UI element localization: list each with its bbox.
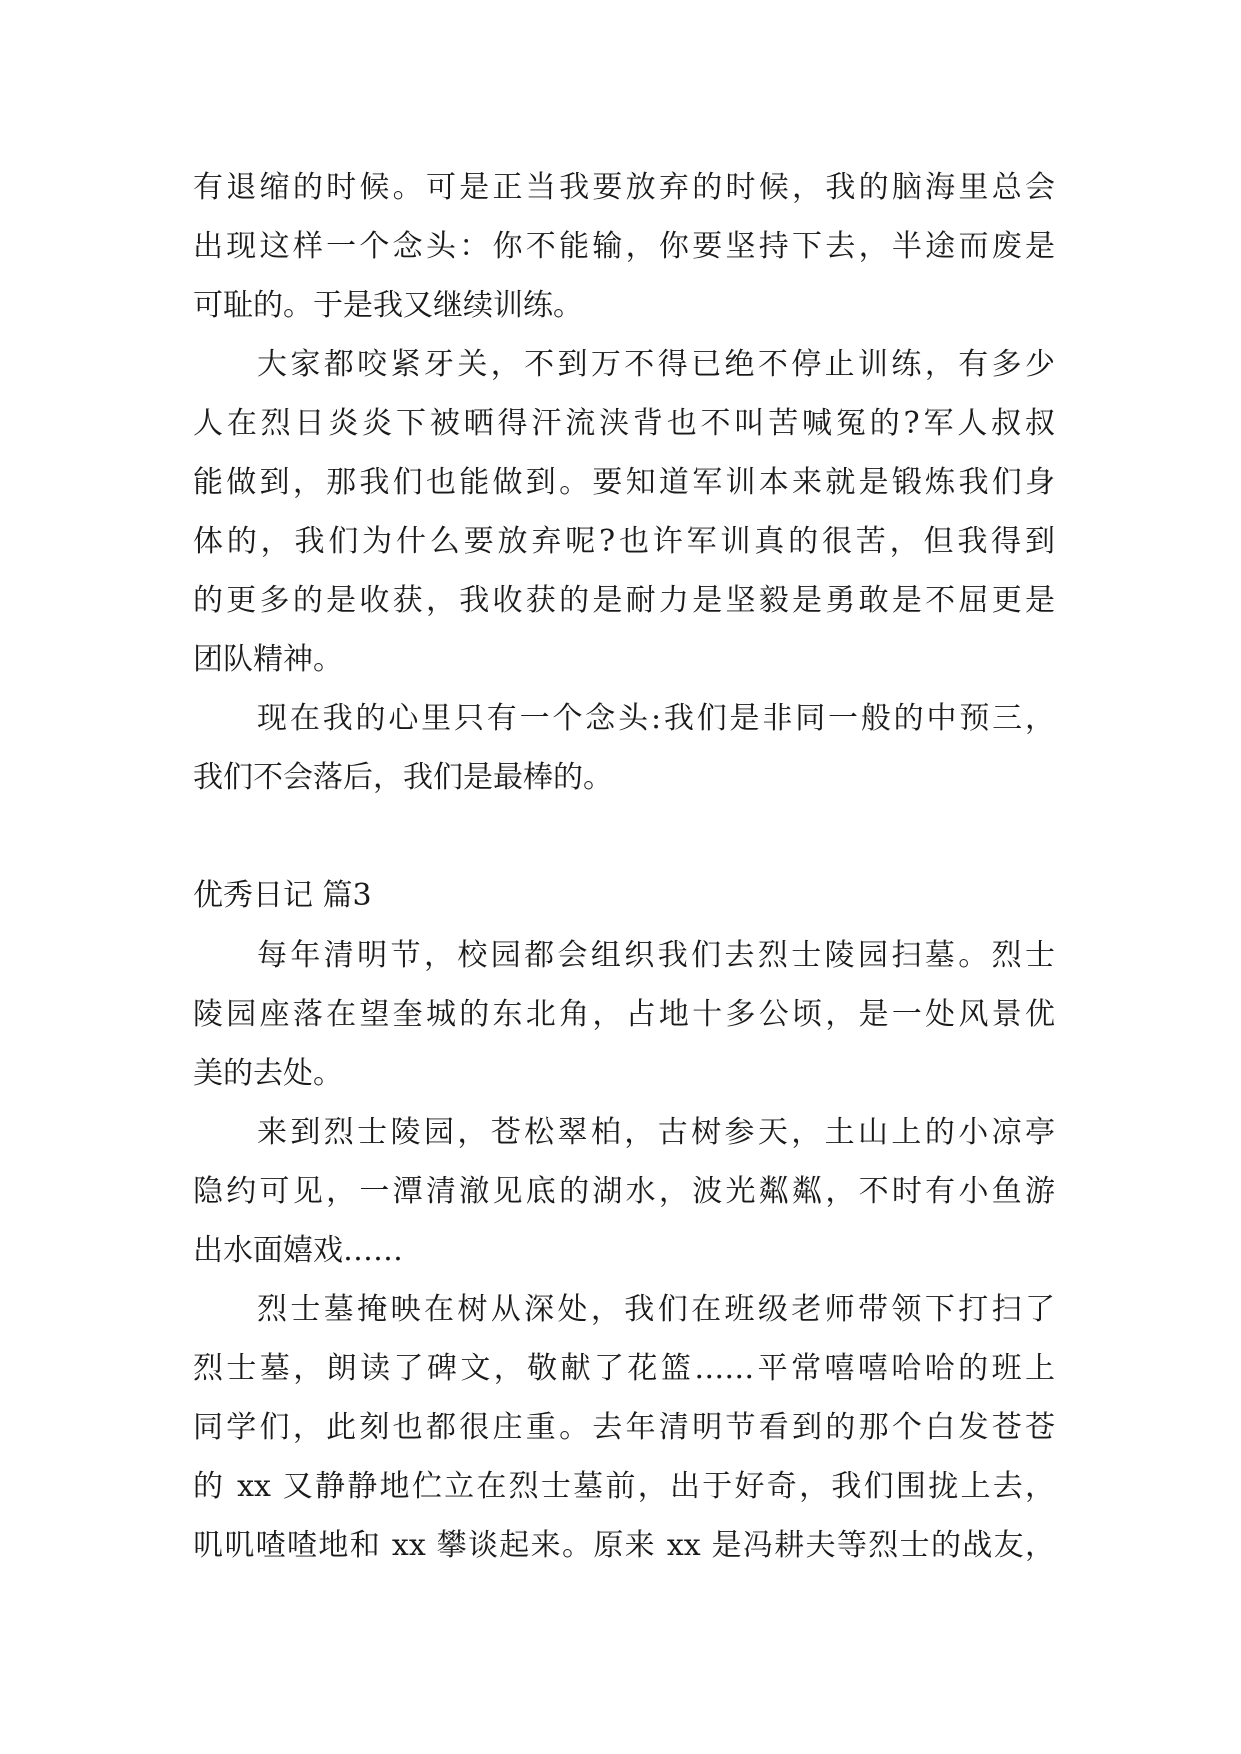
text-line: 烈士墓掩映在树从深处，我们在班级老师带领下打扫了 xyxy=(257,1292,1055,1327)
spacer xyxy=(193,807,1055,866)
text-line: 人在烈日炎炎下被晒得汗流浃背也不叫苦喊冤的?军人叔叔 xyxy=(193,406,1055,441)
section-heading: 优秀日记 篇3 xyxy=(193,878,372,913)
paragraph xyxy=(193,158,1055,335)
text-line: 陵园座落在望奎城的东北角，占地十多公顷，是一处风景优 xyxy=(193,997,1055,1032)
text-line: 我们不会落后，我们是最棒的。 xyxy=(193,760,613,795)
text-line: 的 xx 又静静地伫立在烈士墓前，出于好奇，我们围拢上去， xyxy=(193,1469,1055,1504)
paragraph xyxy=(193,335,1055,689)
text-line: 出水面嬉戏…… xyxy=(193,1233,403,1268)
text-line: 大家都咬紧牙关，不到万不得已绝不停止训练，有多少 xyxy=(257,347,1055,382)
text-line: 美的去处。 xyxy=(193,1056,343,1091)
text-line: 现在我的心里只有一个念头:我们是非同一般的中预三， xyxy=(257,701,1055,736)
text-line: 叽叽喳喳地和 xx 攀谈起来。原来 xx 是冯耕夫等烈士的战友， xyxy=(193,1528,1055,1563)
paragraph xyxy=(193,1280,1055,1575)
text-line: 可耻的。于是我又继续训练。 xyxy=(193,288,583,323)
text-line: 出现这样一个念头：你不能输，你要坚持下去，半途而废是 xyxy=(193,229,1055,264)
text-line: 烈士墓，朗读了碑文，敬献了花篮……平常嘻嘻哈哈的班上 xyxy=(193,1351,1055,1386)
text-line: 同学们，此刻也都很庄重。去年清明节看到的那个白发苍苍 xyxy=(193,1410,1055,1445)
paragraph xyxy=(193,1103,1055,1280)
text-line: 体的，我们为什么要放弃呢?也许军训真的很苦，但我得到 xyxy=(193,524,1055,559)
text-line: 能做到，那我们也能做到。要知道军训本来就是锻炼我们身 xyxy=(193,465,1055,500)
document-page xyxy=(193,158,1055,1575)
text-line: 隐约可见，一潭清澈见底的湖水，波光粼粼，不时有小鱼游 xyxy=(193,1174,1055,1209)
text-line: 有退缩的时候。可是正当我要放弃的时候，我的脑海里总会 xyxy=(193,170,1055,205)
text-line: 来到烈士陵园，苍松翠柏，古树参天，土山上的小凉亭 xyxy=(257,1115,1055,1150)
text-line: 的更多的是收获，我收获的是耐力是坚毅是勇敢是不屈更是 xyxy=(193,583,1055,618)
paragraph xyxy=(193,689,1055,807)
text-line: 团队精神。 xyxy=(193,642,343,677)
paragraph xyxy=(193,926,1055,1103)
text-line: 每年清明节，校园都会组织我们去烈士陵园扫墓。烈士 xyxy=(257,938,1055,973)
